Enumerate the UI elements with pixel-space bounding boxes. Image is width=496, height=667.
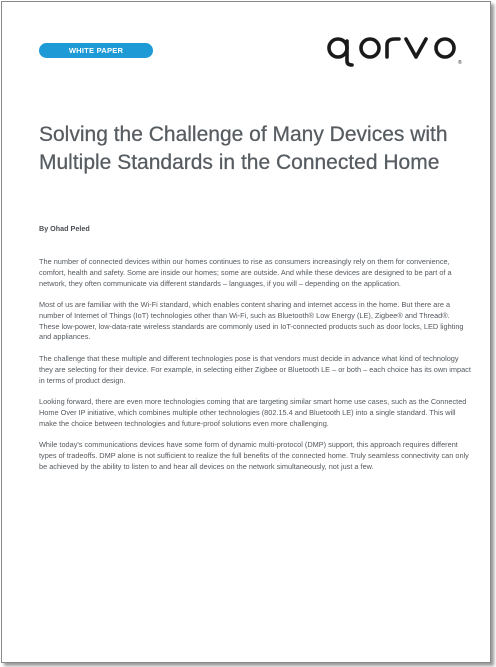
paragraph: Most of us are familiar with the Wi-Fi standard, which enables content sharing and internet access in the home. But there are a number of Internet of Things (IoT) technologies other than Wi-Fi, such as Bluetooth® Low Energy (LE), Zigbee® and Thread®. These low-power, low-data-rate wireless standards are commonly used in IoT-connected products such as door locks, LED lighting and appliances. bbox=[39, 300, 464, 342]
paragraph: Looking forward, there are even more technologies coming that are targeting similar smart home use cases, such as the Connected Home Over IP initiative, which combines multiple other technologies (802.15.4 and Bluetooth LE) into a single standard. This will make the choice between technologies and future-proof solutions even more challenging. bbox=[39, 397, 467, 428]
paragraph: The challenge that these multiple and different technologies pose is that vendors must decide in advance what kind of technology they are selecting for their device. For example, in selecting either Zigbee or Bluetooth LE – or both – each choice has its own impact in terms of product design. bbox=[39, 353, 471, 385]
author-byline: By Ohad Peled bbox=[39, 224, 90, 233]
badge-label: WHITE PAPER bbox=[68, 46, 124, 55]
logo-trademark: ® bbox=[458, 60, 462, 66]
qorvo-logo-mark bbox=[324, 31, 474, 71]
paragraph: While today's communications devices have some form of dynamic multi-protocol (DMP) support, this approach requires different types of tradeoffs. DMP alone is not sufficient to realize the full benefits of the connected home. Truly seamless connectivity can only be achieved by the ability to listen to and hear all devices on the network simultaneously, not just a few. bbox=[39, 440, 469, 471]
paragraph: The number of connected devices within our homes continues to rise as consumers increasingly rely on them for convenience, comfort, health and safety. Some are inside our homes; some are outside. And while these devices are designed to be part of a network, they often communicate via different standards – languages, if you will – depending on the application. bbox=[39, 257, 452, 288]
document-page bbox=[1, 1, 491, 663]
body-text bbox=[39, 257, 471, 483]
document-title: Solving the Challenge of Many Devices with Multiple Standards in the Connected Home bbox=[39, 123, 448, 174]
white-paper-badge bbox=[39, 43, 153, 58]
qorvo-logo bbox=[324, 31, 474, 71]
